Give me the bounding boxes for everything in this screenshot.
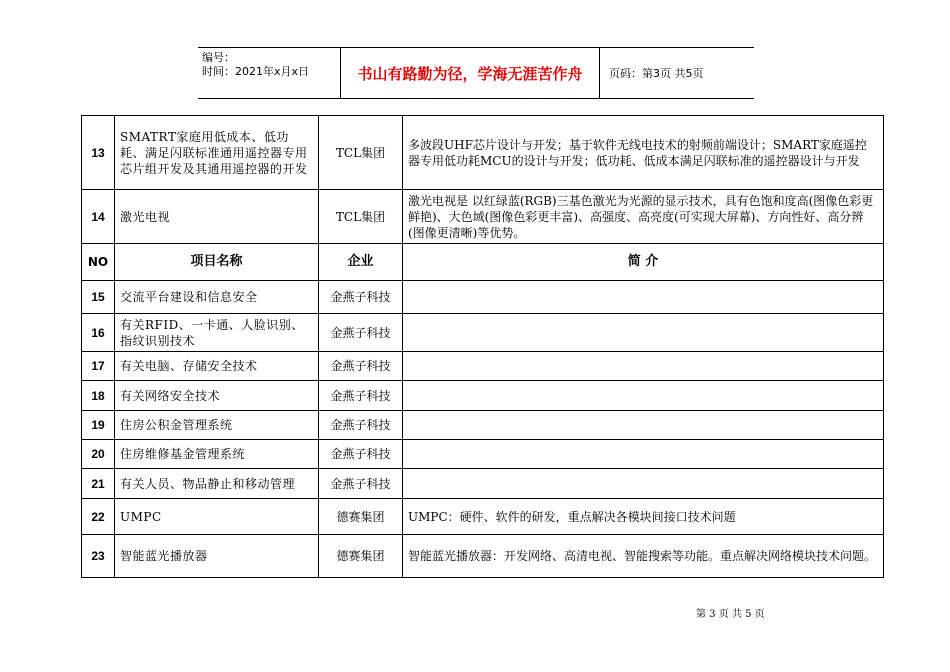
company-name: 金燕子科技 (319, 381, 403, 411)
table-row (82, 352, 884, 381)
project-name: 有关网络安全技术 (115, 381, 319, 411)
table-row (82, 440, 884, 469)
project-intro (403, 281, 884, 314)
table-row (82, 469, 884, 499)
table-row (82, 116, 884, 190)
column-header-company: 企业 (319, 244, 403, 281)
project-name: 智能蓝光播放器 (115, 535, 319, 578)
company-name: 金燕子科技 (319, 469, 403, 499)
serial-label: 编号： (202, 51, 235, 64)
project-name: SMATRT家庭用低成本、低功耗、满足闪联标准通用遥控器专用芯片组开发及其通用遥控器的开发 (115, 116, 319, 190)
table-row (82, 190, 884, 244)
table-row (82, 411, 884, 440)
row-number: 16 (82, 314, 115, 352)
company-name: 德赛集团 (319, 499, 403, 535)
row-number: 18 (82, 381, 115, 411)
project-intro (403, 440, 884, 469)
project-name: 交流平台建设和信息安全 (115, 281, 319, 314)
company-name: 金燕子科技 (319, 411, 403, 440)
project-name: 有关电脑、存储安全技术 (115, 352, 319, 381)
header-page-number: 页码：第3页 共5页 (609, 67, 704, 80)
row-number: 19 (82, 411, 115, 440)
table-row (82, 499, 884, 535)
project-name: 住房维修基金管理系统 (115, 440, 319, 469)
row-number: 22 (82, 499, 115, 535)
column-header-name: 项目名称 (115, 244, 319, 281)
table-row (82, 314, 884, 352)
row-number: 17 (82, 352, 115, 381)
project-name: UMPC (115, 499, 319, 535)
company-name: 金燕子科技 (319, 440, 403, 469)
project-intro (403, 381, 884, 411)
row-number: 13 (82, 116, 115, 190)
project-intro: 多波段UHF芯片设计与开发；基于软件无线电技术的射频前端设计；SMART家庭遥控器专用低功耗MCU的设计与开发；低功耗、低成本满足闪联标准的遥控器设计与开发 (403, 116, 884, 190)
project-name: 有关人员、物品静止和移动管理 (115, 469, 319, 499)
row-number: 20 (82, 440, 115, 469)
project-intro (403, 314, 884, 352)
company-name: TCL集团 (319, 190, 403, 244)
project-intro: 智能蓝光播放器：开发网络、高清电视、智能搜索等功能。重点解决网络模块技术问题。 (403, 535, 884, 578)
table-row (82, 381, 884, 411)
header-meta (198, 48, 340, 98)
row-number: 15 (82, 281, 115, 314)
project-name: 有关RFID、一卡通、人脸识别、指纹识别技术 (115, 314, 319, 352)
table-header-row (82, 244, 884, 281)
column-header-no: NO (82, 244, 115, 281)
project-name: 激光电视 (115, 190, 319, 244)
page-footer: 第 3 页 共 5 页 (696, 609, 765, 620)
page-header (198, 47, 754, 99)
company-name: 德赛集团 (319, 535, 403, 578)
company-name: 金燕子科技 (319, 281, 403, 314)
project-name: 住房公积金管理系统 (115, 411, 319, 440)
company-name: 金燕子科技 (319, 314, 403, 352)
project-intro: 激光电视是 以红绿蓝(RGB)三基色激光为光源的显示技术，具有色饱和度高(图像色彩更鲜艳)、大色域(图像色彩更丰富)、高强度、高亮度(可实现大屏幕)、方向性好、高分辨(图像更清晰)等优势。 (403, 190, 884, 244)
row-number: 14 (82, 190, 115, 244)
row-number: 21 (82, 469, 115, 499)
project-table (81, 115, 884, 578)
project-intro: UMPC：硬件、软件的研发，重点解决各模块间接口技术问题 (403, 499, 884, 535)
project-intro (403, 352, 884, 381)
table-row (82, 281, 884, 314)
project-intro (403, 469, 884, 499)
header-motto: 书山有路勤为径，学海无涯苦作舟 (340, 48, 600, 98)
row-number: 23 (82, 535, 115, 578)
table-row (82, 535, 884, 578)
date-label: 时间：2021年x月x日 (202, 65, 310, 78)
column-header-intro: 简 介 (403, 244, 884, 281)
project-intro (403, 411, 884, 440)
company-name: TCL集团 (319, 116, 403, 190)
company-name: 金燕子科技 (319, 352, 403, 381)
